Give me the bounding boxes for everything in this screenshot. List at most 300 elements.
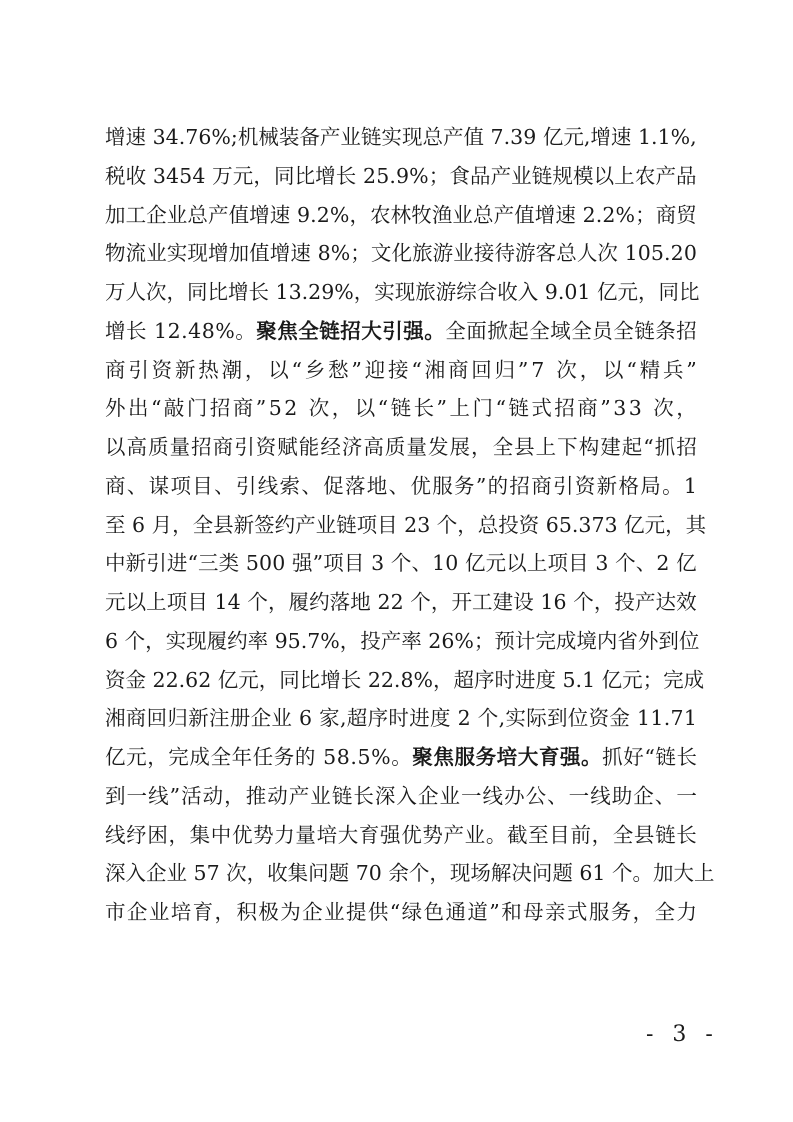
text-char: 序: [473, 667, 495, 692]
text-char: 业: [452, 202, 473, 227]
text-char: 深: [105, 861, 126, 886]
text-char: 产: [443, 822, 464, 847]
text-char: 促: [323, 473, 344, 498]
text-char: [618, 234, 625, 273]
text-char: [589, 544, 596, 583]
text-char: 业: [166, 202, 188, 227]
text-char: 解: [490, 861, 512, 886]
text-char: 和: [501, 900, 522, 924]
text-char: ，: [349, 202, 370, 227]
text-char: 4: [165, 125, 179, 149]
text-char: 5: [245, 551, 259, 576]
text-char: %: [409, 163, 429, 188]
text-char: [146, 157, 153, 196]
text-char: 商: [447, 357, 469, 382]
text-char: 下: [557, 435, 578, 459]
text-char: 育: [358, 822, 380, 847]
text-char: 全: [492, 435, 514, 459]
text-char: 万: [212, 163, 233, 188]
text-char: “: [150, 396, 162, 421]
text-char: %: [371, 745, 391, 769]
text-char: ,: [498, 706, 506, 731]
text-char: 8: [317, 241, 331, 266]
text-char: ，: [457, 512, 478, 537]
text-char: ，: [214, 900, 236, 924]
text-char: 1: [432, 551, 446, 576]
text-char: 商: [232, 396, 254, 421]
text-char: 注: [208, 706, 230, 731]
text-char: 题: [552, 861, 573, 886]
text-char: ，: [224, 783, 245, 808]
bold-heading-char: 大: [361, 318, 382, 343]
text-char: 引: [553, 473, 574, 498]
text-char: 6: [185, 667, 199, 692]
text-char: 量: [406, 435, 427, 459]
text-char: .: [178, 125, 186, 149]
text-char: 员: [592, 318, 613, 343]
text-char: 收: [267, 861, 288, 886]
text-char: 实: [374, 280, 395, 304]
text-char: 链: [531, 163, 553, 188]
text-char: 同: [187, 280, 208, 304]
text-char: 热: [198, 357, 219, 382]
text-char: 总: [556, 241, 577, 266]
text-char: 归: [494, 357, 516, 382]
text-char: 次: [226, 861, 247, 886]
text-char: 业: [340, 125, 361, 149]
text-char: 入: [517, 280, 539, 304]
text-char: 动: [267, 783, 288, 808]
text-char: 增: [207, 241, 229, 266]
text-char: 3: [510, 125, 524, 149]
text-char: 进: [166, 551, 188, 576]
text-char: 前: [570, 822, 591, 847]
text-char: 大: [337, 822, 359, 847]
text-char: 。: [391, 745, 412, 769]
text-char: 企: [146, 861, 167, 886]
text-line: [105, 351, 697, 390]
text-char: [146, 118, 153, 157]
text-char: 上: [693, 861, 715, 886]
text-line: [105, 157, 697, 196]
text-char: [458, 544, 465, 583]
text-char: 2: [390, 590, 404, 614]
text-char: 次: [556, 357, 577, 382]
text-char: 商: [105, 473, 126, 498]
text-char: %: [320, 628, 340, 653]
text-char: 个: [436, 512, 458, 537]
text-char: ”: [517, 357, 529, 382]
text-char: 1: [624, 241, 638, 266]
text-char: 长: [126, 318, 147, 343]
text-char: 8: [336, 745, 350, 769]
bold-heading-char: 培: [496, 745, 518, 769]
text-char: ，: [637, 280, 659, 304]
text-char: 年: [231, 745, 253, 769]
text-char: 优: [401, 822, 422, 847]
text-char: ”: [312, 551, 324, 576]
text-char: 7: [185, 125, 199, 149]
text-char: 长: [676, 822, 697, 847]
text-char: [316, 738, 323, 777]
text-char: 业: [166, 861, 187, 886]
text-char: 线: [257, 473, 279, 498]
text-char: 5: [323, 745, 337, 769]
text-char: 度: [429, 706, 451, 731]
text-char: 项: [547, 551, 568, 576]
text-char: ”: [169, 783, 181, 808]
text-char: 3: [152, 163, 166, 188]
text-char: 问: [308, 861, 329, 886]
text-char: ；: [350, 241, 371, 266]
text-char: [644, 389, 651, 428]
text-char: 元: [485, 551, 507, 576]
text-char: 开: [451, 590, 472, 614]
bold-heading-char: 链: [319, 318, 340, 343]
text-char: 个: [611, 861, 633, 886]
text-char: 产: [288, 783, 310, 808]
text-line: [105, 118, 697, 157]
text-char: 业: [148, 900, 170, 924]
text-char: 链: [634, 318, 655, 343]
text-char: 4: [166, 163, 180, 188]
text-line: [105, 738, 697, 777]
bold-heading-char: 服: [454, 745, 475, 769]
text-char: ，: [632, 900, 654, 924]
text-char: 县: [514, 435, 535, 459]
text-char: 问: [531, 861, 553, 886]
text-char: 8: [201, 318, 215, 343]
text-char: [608, 544, 615, 583]
text-char: 一: [676, 783, 697, 808]
text-char: 新: [596, 473, 618, 498]
text-char: 上: [535, 435, 557, 459]
text-char: 投: [614, 590, 635, 614]
text-char: 构: [578, 435, 600, 459]
text-char: 成: [683, 667, 705, 692]
text-char: 链: [655, 822, 676, 847]
text-char: 游: [435, 280, 457, 304]
text-char: 。: [485, 822, 507, 847]
text-char: 链: [360, 125, 382, 149]
text-char: 链: [331, 783, 353, 808]
text-char: ，: [172, 512, 193, 537]
text-char: 以: [354, 396, 376, 421]
text-char: 履: [288, 590, 310, 614]
text-char: 值: [463, 125, 484, 149]
text-char: 工: [125, 202, 147, 227]
text-char: 力: [676, 900, 697, 924]
text-char: ”: [600, 396, 611, 421]
text-char: ，: [353, 280, 375, 304]
text-char: 度: [535, 667, 556, 692]
text-char: %: [413, 667, 433, 692]
text-char: ;: [230, 125, 238, 149]
text-char: “: [626, 357, 637, 382]
text-char: .: [651, 125, 658, 149]
text-char: 9: [395, 163, 410, 188]
text-char: 任: [252, 745, 274, 769]
text-char: .: [389, 163, 396, 188]
text-char: 入: [396, 783, 417, 808]
text-char: 商: [125, 706, 147, 731]
text-char: 客: [535, 241, 557, 266]
text-char: 4: [188, 318, 202, 343]
text-char: [670, 544, 677, 583]
text-char: 资: [255, 435, 277, 459]
text-char: ，: [331, 396, 353, 421]
text-char: 收: [125, 163, 147, 188]
text-char: 2: [152, 667, 166, 692]
text-char: [371, 583, 378, 622]
text-char: 亿: [465, 551, 486, 576]
text-char: 质: [148, 435, 169, 459]
text-char: 次: [308, 396, 330, 421]
text-char: 、: [301, 473, 322, 498]
text-char: 企: [417, 783, 439, 808]
text-char: .: [575, 667, 583, 692]
text-char: ，: [471, 435, 492, 459]
text-char: ,: [583, 125, 591, 149]
text-char: .: [595, 202, 603, 227]
text-char: “: [377, 396, 389, 421]
text-char: 发: [427, 435, 449, 459]
text-char: 大: [673, 861, 694, 886]
text-char: 1: [577, 280, 591, 304]
text-char: 万: [105, 280, 126, 304]
text-char: 全: [192, 512, 214, 537]
text-char: 长: [340, 667, 362, 692]
page-number: - 3 -: [646, 1022, 719, 1047]
text-char: 量: [295, 822, 316, 847]
text-char: 物: [105, 241, 126, 266]
text-char: [241, 583, 248, 622]
text-char: 母: [523, 900, 544, 924]
text-char: 招: [509, 473, 530, 498]
text-char: 归: [167, 706, 188, 731]
text-char: 起: [508, 318, 529, 343]
text-char: .: [350, 745, 357, 769]
text-char: [364, 544, 371, 583]
text-char: 3: [578, 512, 592, 537]
text-char: 省: [617, 628, 638, 653]
text-char: 2: [582, 202, 596, 227]
text-char: 资: [105, 667, 126, 692]
text-char: 商: [105, 357, 126, 382]
text-char: 税: [105, 163, 126, 188]
text-line: [105, 544, 697, 583]
text-char: 域: [550, 318, 571, 343]
text-char: 资: [518, 512, 540, 537]
text-char: 超: [453, 667, 474, 692]
text-char: ；: [642, 667, 664, 692]
text-char: 总: [477, 512, 499, 537]
text-line: [105, 583, 697, 622]
text-char: 全: [529, 318, 550, 343]
text-char: 上: [449, 396, 470, 421]
text-char: 比: [294, 163, 316, 188]
text-char: 以: [268, 357, 289, 382]
bold-heading-char: 全: [298, 318, 319, 343]
text-char: 上: [614, 163, 635, 188]
text-char: 2: [367, 667, 381, 692]
text-char: 为: [280, 900, 301, 924]
text-char: 元: [126, 745, 147, 769]
text-char: 市: [105, 900, 126, 924]
text-line: [105, 234, 697, 273]
text-char: 势: [422, 822, 443, 847]
text-char: 个: [408, 861, 430, 886]
text-char: 7: [591, 512, 605, 537]
text-char: 2: [377, 590, 391, 614]
text-char: 5: [562, 667, 576, 692]
bold-heading-char: 焦: [433, 745, 454, 769]
text-char: 全: [612, 822, 634, 847]
text-char: .: [664, 241, 671, 266]
text-char: 增: [228, 280, 249, 304]
text-char: 个: [124, 628, 146, 653]
text-char: 增: [590, 125, 611, 149]
text-char: 签: [254, 512, 275, 537]
text-char: 总: [473, 202, 494, 227]
text-char: ，: [339, 628, 361, 653]
text-char: 文: [370, 241, 392, 266]
text-char: 公: [525, 783, 547, 808]
text-char: .: [393, 667, 401, 692]
text-char: 全: [571, 318, 592, 343]
text-line: [105, 699, 697, 738]
text-char: 元: [644, 512, 666, 537]
text-char: ，: [665, 512, 686, 537]
bold-heading-char: 焦: [277, 318, 298, 343]
text-char: 产: [490, 163, 512, 188]
text-char: 引: [146, 551, 167, 576]
text-char: 能: [298, 435, 320, 459]
text-char: [312, 699, 319, 738]
text-char: 业: [315, 512, 337, 537]
text-char: 5: [287, 628, 301, 653]
text-char: 一: [461, 783, 482, 808]
text-char: 至: [105, 512, 126, 537]
text-char: 产: [380, 628, 402, 653]
text-char: 品: [676, 163, 697, 188]
text-char: 比: [207, 280, 228, 304]
text-char: 亲: [545, 900, 566, 924]
text-char: .: [300, 628, 308, 653]
bold-heading-char: 育: [538, 745, 560, 769]
text-char: 提: [345, 900, 367, 924]
text-char: 2: [670, 241, 684, 266]
text-char: 亿: [105, 745, 126, 769]
text-char: 1: [582, 667, 596, 692]
text-char: 7: [670, 706, 684, 731]
text-char: 时: [388, 706, 409, 731]
text-char: 模: [573, 163, 594, 188]
text-char: 农: [370, 202, 391, 227]
text-char: 6: [299, 706, 313, 731]
text-char: 次: [597, 241, 618, 266]
text-char: 产: [295, 512, 316, 537]
text-char: 到: [547, 706, 568, 731]
text-char: 引: [235, 473, 257, 498]
text-char: 序: [367, 706, 389, 731]
text-char: 目: [343, 551, 365, 576]
text-line: [105, 312, 697, 351]
text-char: 4: [192, 163, 206, 188]
text-char: 速: [555, 202, 576, 227]
text-char: 精: [639, 357, 661, 382]
text-char: 目: [568, 551, 589, 576]
text-char: 元: [617, 280, 638, 304]
text-char: 3: [152, 125, 166, 149]
text-char: 供: [367, 900, 389, 924]
text-char: 加: [652, 861, 674, 886]
text-char: 1: [154, 318, 168, 343]
text-char: 一: [126, 783, 148, 808]
text-char: 集: [189, 822, 211, 847]
text-char: [567, 583, 574, 622]
text-char: 新: [188, 706, 209, 731]
text-char: 现: [186, 628, 207, 653]
text-char: 线: [148, 783, 169, 808]
text-char: 人: [576, 241, 598, 266]
text-char: [311, 234, 318, 273]
text-char: 0: [368, 861, 382, 886]
text-char: [471, 699, 478, 738]
text-char: [292, 699, 299, 738]
text-char: 1: [650, 706, 664, 731]
text-char: 业: [453, 241, 474, 266]
text-char: 长: [353, 783, 374, 808]
text-char: 元: [563, 125, 584, 149]
text-char: 册: [229, 706, 251, 731]
text-char: 设: [513, 590, 534, 614]
text-char: 长: [676, 745, 697, 769]
text-char: 质: [384, 435, 406, 459]
text-line: [105, 854, 715, 893]
text-char: 个: [390, 551, 412, 576]
text-char: 建: [492, 590, 514, 614]
text-char: 培: [316, 822, 338, 847]
text-char: 条: [655, 318, 676, 343]
text-char: 接: [388, 357, 409, 382]
text-char: 高: [363, 435, 384, 459]
text-char: 接: [473, 241, 495, 266]
text-char: [631, 118, 638, 157]
text-char: %: [215, 318, 235, 343]
text-char: 个: [247, 590, 268, 614]
text-char: 中: [210, 822, 232, 847]
text-char: ，: [244, 357, 266, 382]
text-char: 项: [170, 473, 191, 498]
text-char: 进: [514, 667, 536, 692]
text-char: 0: [564, 280, 578, 304]
bold-heading-char: 务: [475, 745, 497, 769]
text-char: 落: [344, 473, 366, 498]
text-line: [105, 816, 697, 855]
text-char: 地: [366, 473, 388, 498]
text-char: 7: [355, 861, 369, 886]
text-char: ，: [429, 861, 450, 886]
text-char: 招: [209, 396, 231, 421]
text-char: ,: [339, 706, 347, 731]
text-char: ，: [258, 667, 280, 692]
text-char: “: [389, 900, 401, 924]
text-char: ，: [246, 861, 268, 886]
text-char: 链: [336, 512, 357, 537]
text-char: 道: [467, 900, 488, 924]
text-char: 人: [125, 280, 146, 304]
